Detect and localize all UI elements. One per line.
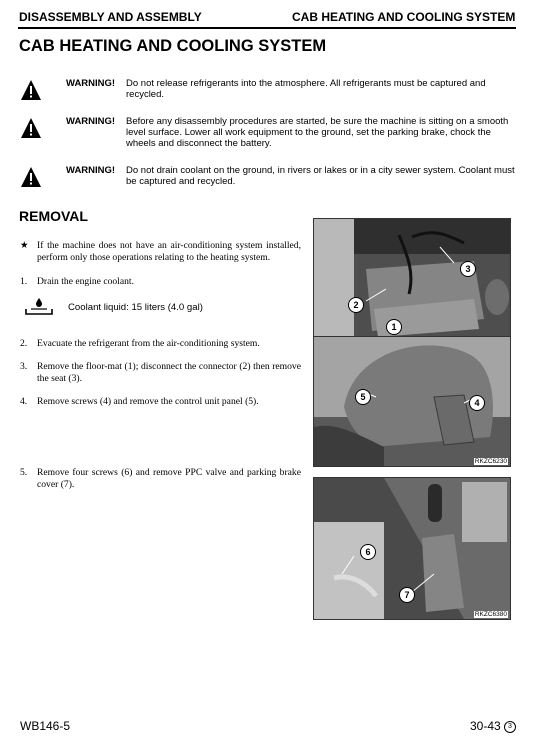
- header-section-title: DISASSEMBLY AND ASSEMBLY: [19, 10, 202, 24]
- callout: 5: [355, 389, 371, 405]
- revision-badge: 3: [504, 721, 516, 733]
- photo-control-panel: [313, 336, 511, 467]
- header-rule: [18, 27, 516, 29]
- step-number: 2.: [20, 338, 28, 349]
- step-text: Remove four screws (6) and remove PPC valve and parking brake cover (7).: [37, 467, 301, 490]
- step-text: Drain the engine coolant.: [37, 276, 134, 287]
- page-title: CAB HEATING AND COOLING SYSTEM: [19, 37, 327, 55]
- warning-text: Do not release refrigerants into the atmosphere. All refrigerants must be captured and recycled.: [126, 78, 486, 101]
- photo-code: RKZC6230: [474, 458, 507, 465]
- step-text: Remove screws (4) and remove the control unit panel (5).: [37, 396, 259, 407]
- header-chapter-title: CAB HEATING AND COOLING SYSTEM: [292, 10, 516, 24]
- step-number: 1.: [20, 276, 28, 287]
- callout: 7: [399, 587, 415, 603]
- step-text: Evacuate the refrigerant from the air-conditioning system.: [37, 338, 260, 349]
- step-number: 4.: [20, 396, 28, 407]
- callout: 2: [348, 297, 364, 313]
- photo-ppc-valve-cover: [313, 477, 511, 620]
- photo-floor-seat: [313, 218, 511, 338]
- warning-label: WARNING!: [66, 165, 116, 176]
- callout: 3: [460, 261, 476, 277]
- star-icon: ★: [20, 240, 29, 251]
- warning-label: WARNING!: [66, 116, 116, 127]
- warning-triangle-icon: [20, 117, 42, 139]
- photo-code: RKZC6380: [474, 611, 507, 618]
- coolant-icon: [24, 297, 54, 317]
- section-heading-removal: REMOVAL: [19, 208, 88, 224]
- footer-model: WB146-5: [20, 719, 71, 733]
- warning-text: Do not drain coolant on the ground, in rivers or lakes or in a city sewer system. Coolant must be captured and recycled.: [126, 165, 515, 188]
- callout: 1: [386, 319, 402, 335]
- step-text: Remove the floor-mat (1); disconnect the connector (2) then remove the seat (3).: [37, 361, 301, 384]
- step-number: 3.: [20, 361, 28, 372]
- star-note: If the machine does not have an air-conditioning system installed, perform only those operations relating to the heating system.: [37, 240, 301, 263]
- warning-triangle-icon: [20, 166, 42, 188]
- warning-triangle-icon: [20, 79, 42, 101]
- warning-label: WARNING!: [66, 78, 116, 89]
- callout: 6: [360, 544, 376, 560]
- callout: 4: [469, 395, 485, 411]
- warning-text: Before any disassembly procedures are started, be sure the machine is sitting on a smooth level surface. Lower all work equipment to the ground, set the parking brake, chock the wheels and disconnect the battery.: [126, 116, 509, 150]
- coolant-spec: Coolant liquid: 15 liters (4.0 gal): [68, 302, 203, 313]
- footer-page-number: 30-43: [470, 719, 501, 733]
- step-number: 5.: [20, 467, 28, 478]
